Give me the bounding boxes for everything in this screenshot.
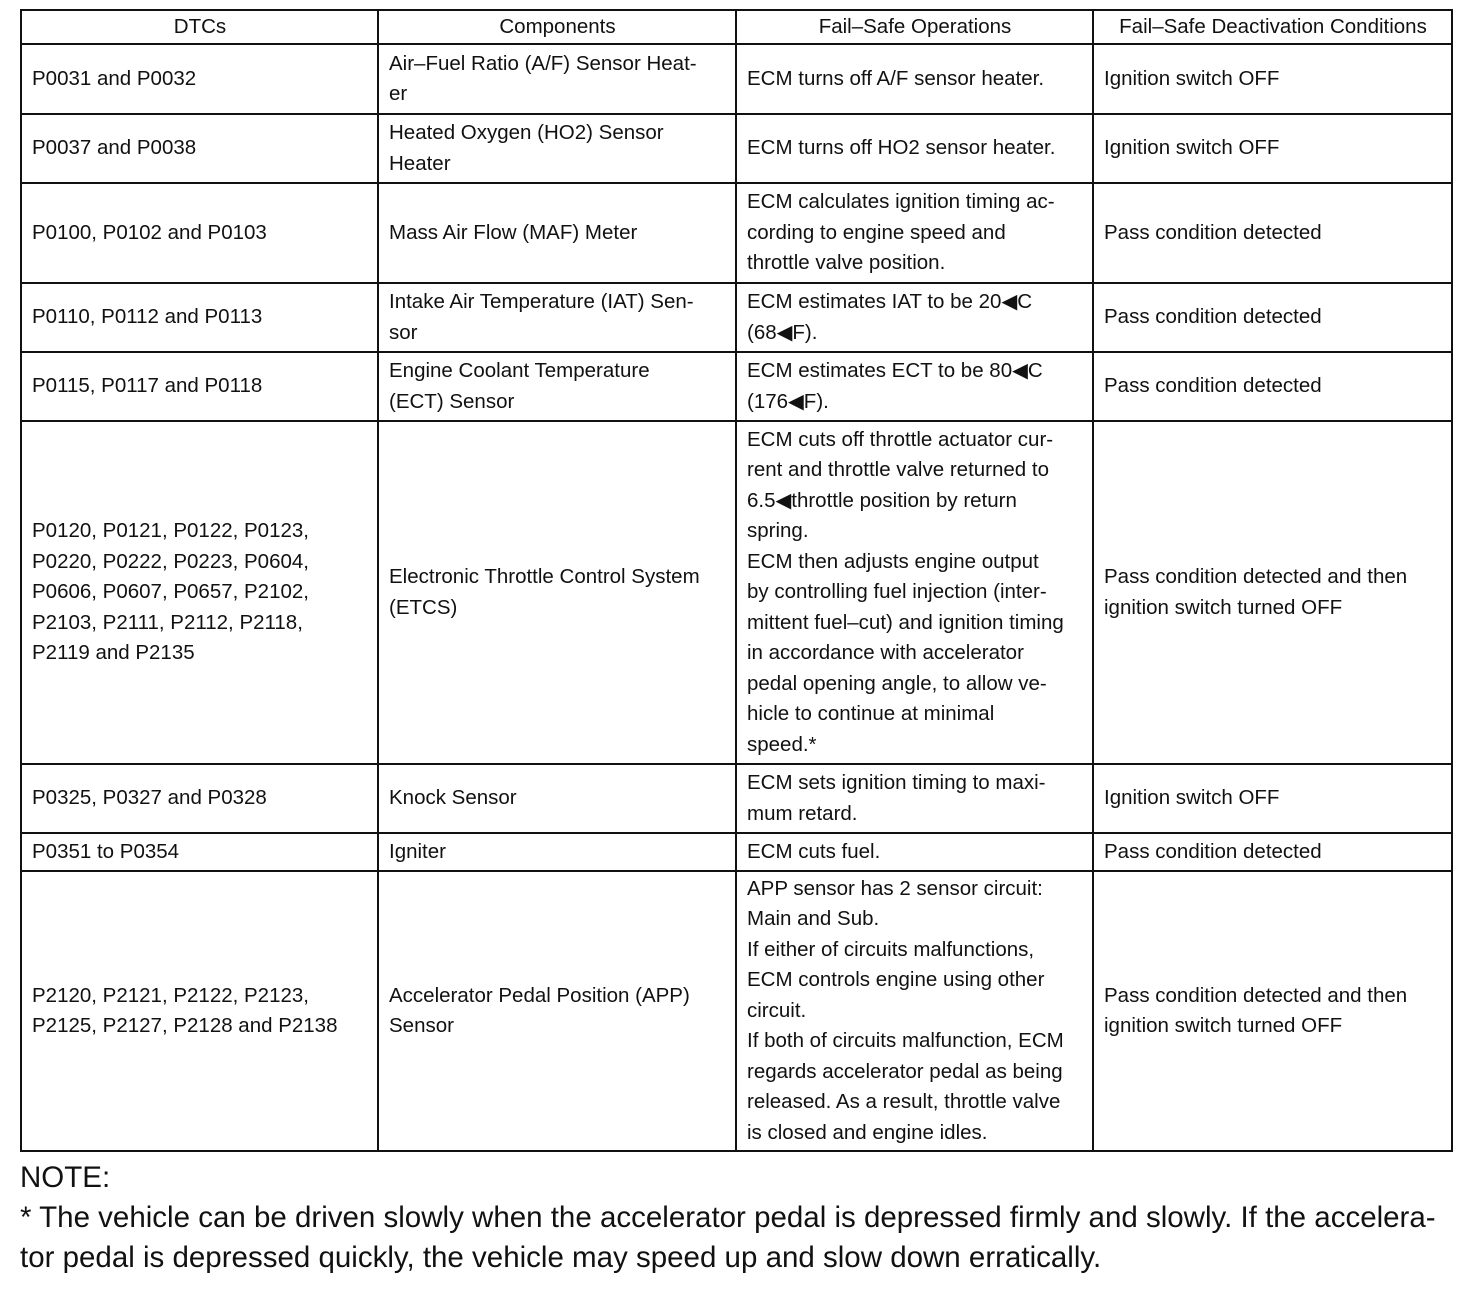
cell-deactivation: Pass condition detected bbox=[1093, 283, 1452, 352]
note-heading: NOTE: bbox=[20, 1161, 111, 1194]
cell-operation: ECM cuts off throttle actuator cur- rent and throttle valve returned to 6.5◀throttle position by return spring. ECM then adjusts engine output by controlling fuel injection (inter- mittent fuel–cut) and ignition timing in accordance with accelerator pedal opening angle, to allow ve- hicle to continue at minimal speed.* bbox=[736, 421, 1093, 764]
cell-operation: ECM estimates IAT to be 20◀C (68◀F). bbox=[736, 283, 1093, 352]
cell-dtcs: P0037 and P0038 bbox=[21, 114, 378, 183]
table-row bbox=[21, 871, 1452, 1151]
cell-component: Accelerator Pedal Position (APP) Sensor bbox=[378, 871, 736, 1151]
cell-operation: APP sensor has 2 sensor circuit: Main and Sub. If either of circuits malfunctions, ECM controls engine using other circuit. If both of circuits malfunction, ECM regards accelerator pedal as being released. As a result, throttle valve is closed and engine idles. bbox=[736, 871, 1093, 1151]
cell-deactivation: Pass condition detected and then ignition switch turned OFF bbox=[1093, 871, 1452, 1151]
fail-safe-table bbox=[20, 9, 1453, 1152]
cell-dtcs: P0351 to P0354 bbox=[21, 833, 378, 871]
cell-dtcs: P0120, P0121, P0122, P0123, P0220, P0222, P0223, P0604, P0606, P0607, P0657, P2102, P2103, P2111, P2112, P2118, P2119 and P2135 bbox=[21, 421, 378, 764]
table-row bbox=[21, 283, 1452, 352]
cell-deactivation: Ignition switch OFF bbox=[1093, 114, 1452, 183]
cell-dtcs: P0031 and P0032 bbox=[21, 44, 378, 114]
cell-component: Knock Sensor bbox=[378, 764, 736, 833]
cell-operation: ECM turns off A/F sensor heater. bbox=[736, 44, 1093, 114]
cell-dtcs: P0100, P0102 and P0103 bbox=[21, 183, 378, 283]
header-deactivation-conditions: Fail–Safe Deactivation Conditions bbox=[1093, 10, 1452, 44]
cell-component: Electronic Throttle Control System (ETCS) bbox=[378, 421, 736, 764]
cell-operation: ECM estimates ECT to be 80◀C (176◀F). bbox=[736, 352, 1093, 421]
cell-component: Air–Fuel Ratio (A/F) Sensor Heat- er bbox=[378, 44, 736, 114]
cell-deactivation: Pass condition detected bbox=[1093, 183, 1452, 283]
cell-component: Intake Air Temperature (IAT) Sen- sor bbox=[378, 283, 736, 352]
table-row bbox=[21, 114, 1452, 183]
table-row bbox=[21, 352, 1452, 421]
table-row bbox=[21, 421, 1452, 764]
header-components: Components bbox=[378, 10, 736, 44]
table-row bbox=[21, 764, 1452, 833]
cell-dtcs: P0325, P0327 and P0328 bbox=[21, 764, 378, 833]
cell-deactivation: Pass condition detected bbox=[1093, 352, 1452, 421]
cell-operation: ECM sets ignition timing to maxi- mum retard. bbox=[736, 764, 1093, 833]
cell-deactivation: Pass condition detected and then ignition switch turned OFF bbox=[1093, 421, 1452, 764]
cell-component: Mass Air Flow (MAF) Meter bbox=[378, 183, 736, 283]
table-row bbox=[21, 833, 1452, 871]
cell-dtcs: P2120, P2121, P2122, P2123, P2125, P2127, P2128 and P2138 bbox=[21, 871, 378, 1151]
header-dtcs: DTCs bbox=[21, 10, 378, 44]
cell-dtcs: P0115, P0117 and P0118 bbox=[21, 352, 378, 421]
cell-deactivation: Ignition switch OFF bbox=[1093, 44, 1452, 114]
table-header-row bbox=[21, 10, 1452, 44]
note-section bbox=[20, 1158, 1460, 1278]
table-row bbox=[21, 183, 1452, 283]
cell-operation: ECM cuts fuel. bbox=[736, 833, 1093, 871]
table-row bbox=[21, 44, 1452, 114]
cell-operation: ECM calculates ignition timing ac- cording to engine speed and throttle valve position. bbox=[736, 183, 1093, 283]
cell-deactivation: Ignition switch OFF bbox=[1093, 764, 1452, 833]
cell-dtcs: P0110, P0112 and P0113 bbox=[21, 283, 378, 352]
note-footnote: * The vehicle can be driven slowly when the accelerator pedal is depressed firmly and slowly. If the accelera- tor pedal is depressed quickly, the vehicle may speed up and slow down erratically. bbox=[20, 1201, 1436, 1274]
cell-component: Heated Oxygen (HO2) Sensor Heater bbox=[378, 114, 736, 183]
cell-component: Engine Coolant Temperature (ECT) Sensor bbox=[378, 352, 736, 421]
cell-deactivation: Pass condition detected bbox=[1093, 833, 1452, 871]
cell-operation: ECM turns off HO2 sensor heater. bbox=[736, 114, 1093, 183]
cell-component: Igniter bbox=[378, 833, 736, 871]
header-fail-safe-operations: Fail–Safe Operations bbox=[736, 10, 1093, 44]
